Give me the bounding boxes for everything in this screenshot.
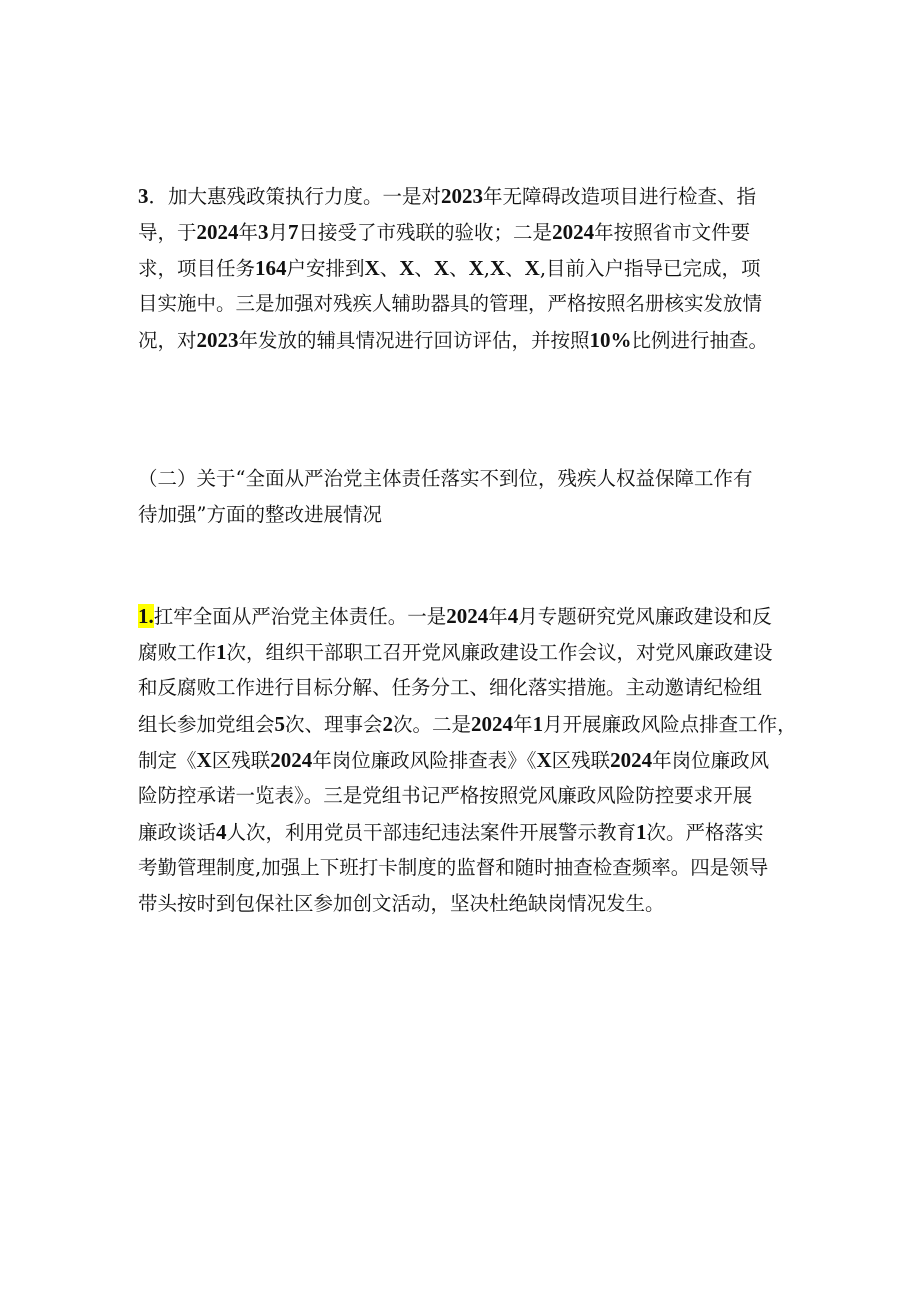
paragraph-line: 和反腐败工作进行目标分解、任务分工、细化落实措施。主动邀请纪检组 — [138, 676, 763, 699]
section-heading-2 — [138, 461, 788, 533]
paragraph-line: 3．加大惠残政策执行力度。一是对2023年无障碍改造项目进行检查、指 — [138, 184, 757, 208]
section-3-paragraph — [138, 178, 788, 358]
paragraph-line: 组长参加党组会5次、理事会2次。二是2024年1月开展廉政风险点排查工作， — [138, 712, 797, 736]
paragraph-line: 目实施中。三是加强对残疾人辅助器具的管理，严格按照名册核实发放情 — [138, 292, 763, 315]
paragraph-line-text: 扛牢全面从严治党主体责任。一是2024年4月专题研究党风廉政建设和反 — [153, 604, 772, 628]
paragraph-line: 况，对2023年发放的辅具情况进行回访评估，并按照10%比例进行抽查。 — [138, 328, 769, 352]
paragraph-line: 廉政谈话4人次，利用党员干部违纪违法案件开展警示教育1次。严格落实 — [138, 820, 764, 844]
paragraph-line: 导，于2024年3月7日接受了市残联的验收；二是2024年按照省市文件要 — [138, 220, 751, 244]
heading-line: 待加强”方面的整改进展情况 — [138, 503, 382, 526]
paragraph-line: 制定《X区残联2024年岗位廉政风险排查表》《X区残联2024年岗位廉政风 — [138, 748, 770, 772]
paragraph-line: 带头按时到包保社区参加创文活动，坚决杜绝缺岗情况发生。 — [138, 892, 665, 915]
paragraph-line: 腐败工作1次，组织干部职工召开党风廉政建设工作会议，对党风廉政建设 — [138, 640, 773, 664]
paragraph-line: 求，项目任务164户安排到X、X、X、X,X、X,目前入户指导已完成，项 — [138, 256, 761, 280]
heading-line: （二）关于“全面从严治党主体责任落实不到位，残疾人权益保障工作有 — [138, 467, 753, 490]
section-1-paragraph — [138, 598, 797, 922]
paragraph-line — [138, 598, 788, 634]
paragraph-line: 险防控承诺一览表》。三是党组书记严格按照党风廉政风险防控要求开展 — [138, 784, 753, 807]
paragraph-line: 考勤管理制度,加强上下班打卡制度的监督和随时抽查检查频率。四是领导 — [138, 856, 769, 879]
highlighted-item-number: 1. — [138, 604, 154, 628]
